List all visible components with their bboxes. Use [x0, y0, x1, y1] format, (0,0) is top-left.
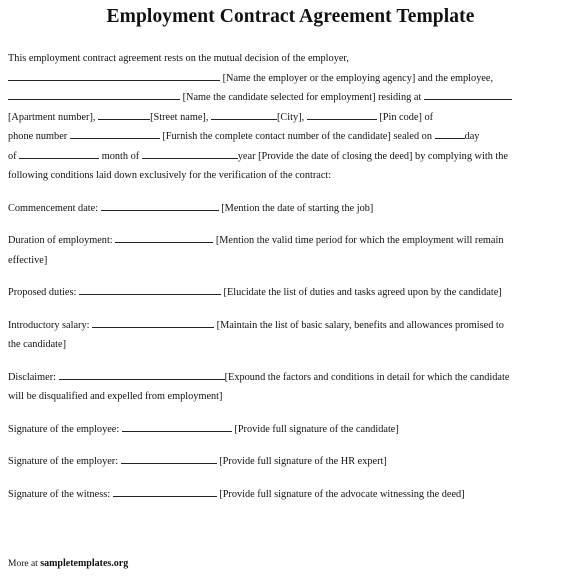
intro-line-5: phone number [Furnish the complete contact number of the candidate] sealed on day: [8, 131, 480, 142]
disclaimer-clause: Disclaimer: [Expound the factors and conditions in detail for which the candidate will be disqualified and expelled from employment]: [8, 371, 510, 402]
employer-name-blank[interactable]: [8, 71, 220, 81]
witness-signature-blank[interactable]: [113, 487, 217, 497]
source-footer: More at sampletemplates.org: [8, 558, 129, 569]
commencement-date-blank[interactable]: [101, 201, 219, 211]
duties-blank[interactable]: [79, 285, 221, 295]
phone-number-blank[interactable]: [70, 129, 160, 139]
residence-blank[interactable]: [424, 90, 512, 100]
month-blank[interactable]: [19, 149, 99, 159]
intro-line-1: This employment contract agreement rests on the mutual decision of the employer,: [8, 53, 349, 64]
commencement-clause: Commencement date: [Mention the date of starting the job]: [8, 202, 374, 214]
intro-paragraph: [8, 49, 574, 186]
disclaimer-blank[interactable]: [59, 370, 225, 380]
city-blank[interactable]: [211, 110, 277, 120]
source-site-link[interactable]: sampletemplates.org: [40, 558, 129, 569]
duties-clause: Proposed duties: [Elucidate the list of duties and tasks agreed upon by the candidate]: [8, 287, 502, 298]
candidate-name-blank[interactable]: [8, 90, 180, 100]
employer-signature-blank[interactable]: [121, 454, 217, 464]
intro-line-2: [Name the employer or the employing agency] and the employee,: [8, 69, 574, 89]
pin-code-blank[interactable]: [307, 110, 377, 120]
employer-signature-clause: Signature of the employer: [Provide full signature of the HR expert]: [8, 456, 387, 467]
intro-line-3: [Name the candidate selected for employment] residing at: [8, 88, 574, 108]
street-blank[interactable]: [98, 110, 150, 120]
duration-blank[interactable]: [115, 233, 213, 243]
witness-signature-clause: Signature of the witness: [Provide full signature of the advocate witnessing the deed]: [8, 488, 465, 500]
year-blank[interactable]: [142, 149, 238, 159]
salary-clause: Introductory salary: [Maintain the list of basic salary, benefits and allowances promised to the candidate]: [8, 319, 504, 350]
salary-blank[interactable]: [92, 318, 214, 328]
employee-signature-blank[interactable]: [122, 422, 232, 432]
intro-line-4: [Apartment number], [Street name], [City], [Pin code] of: [8, 111, 434, 123]
intro-line-6: of month of year [Provide the date of closing the deed] by complying with the: [8, 150, 508, 162]
employee-signature-clause: Signature of the employee: [Provide full signature of the candidate]: [8, 423, 399, 435]
document-title: Employment Contract Agreement Template: [106, 6, 475, 27]
duration-clause: Duration of employment: [Mention the valid time period for which the employment will remain effective]: [8, 235, 504, 266]
intro-line-7: following conditions laid down exclusively for the verification of the contract:: [8, 170, 332, 181]
contract-body: [8, 49, 574, 504]
day-blank[interactable]: [435, 129, 465, 139]
